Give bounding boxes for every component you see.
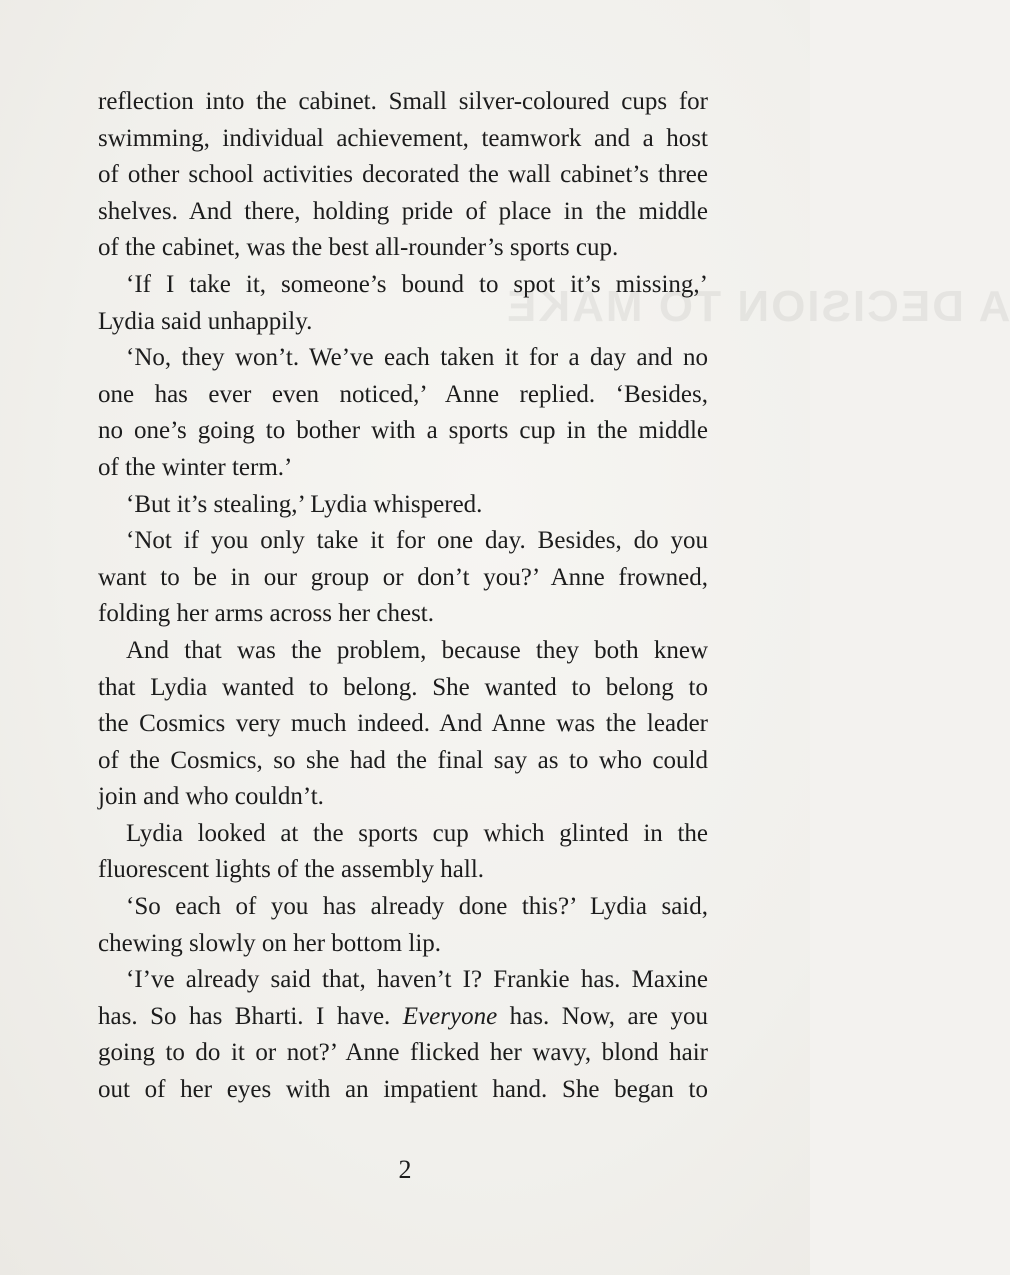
text-line: shelves. And there, holding pride of place in the middle (98, 197, 708, 225)
text-span: has. Now, are you (497, 1002, 709, 1030)
text-line: of other school activities decorated the wall cabinet’s three (98, 161, 708, 189)
text-line: Lydia said unhappily. (98, 307, 313, 335)
text-line: ‘But it’s stealing,’ Lydia whispered. (126, 490, 483, 518)
text-line: ‘If I take it, someone’s bound to spot it’s missing,’ (126, 270, 708, 298)
text-line: out of her eyes with an impatient hand. She began to (98, 1076, 708, 1104)
text-span: has. So has Bharti. I have. (98, 1002, 403, 1030)
text-line: Lydia looked at the sports cup which glinted in the (126, 819, 708, 847)
text-line: that Lydia wanted to belong. She wanted to belong to (98, 673, 708, 701)
text-line: of the Cosmics, so she had the final say as to who could (98, 746, 708, 774)
text-line: folding her arms across her chest. (98, 600, 434, 628)
text-line: ‘No, they won’t. We’ve each taken it for a day and no (126, 344, 708, 372)
text-line (98, 962, 708, 999)
text-line: of the cabinet, was the best all-rounder’s sports cup. (98, 234, 619, 262)
text-line: fluorescent lights of the assembly hall. (98, 856, 485, 884)
text-line: the Cosmics very much indeed. And Anne was the leader (98, 710, 708, 738)
text-span: ‘I’ve already said that, haven’t I? Frankie has. Maxine (126, 966, 708, 994)
text-line: ‘Not if you only take it for one day. Besides, do you (126, 527, 708, 555)
show-through-text: A DECISION TO MAKE (505, 282, 1010, 331)
text-line: no one’s going to bother with a sports cup in the middle (98, 417, 708, 445)
text-line: reflection into the cabinet. Small silver-coloured cups for (98, 88, 708, 115)
text-line: And that was the problem, because they both knew (126, 636, 708, 664)
text-line: one has ever even noticed,’ Anne replied. ‘Besides, (98, 380, 708, 408)
text-line: join and who couldn’t. (98, 783, 324, 811)
text-line: of the winter term.’ (98, 453, 293, 481)
text-line: swimming, individual achievement, teamwork and a host (98, 124, 708, 152)
emphasis-text: Everyone (402, 1002, 498, 1030)
text-line: going to do it or not?’ Anne flicked her wavy, blond hair (98, 1039, 708, 1067)
text-line: want to be in our group or don’t you?’ Anne frowned, (98, 563, 708, 591)
text-line: chewing slowly on her bottom lip. (98, 929, 442, 957)
text-line (98, 999, 708, 1036)
text-line: ‘So each of you has already done this?’ Lydia said, (126, 893, 708, 921)
page-number: 2 (398, 1155, 412, 1184)
body-text (98, 84, 708, 1109)
